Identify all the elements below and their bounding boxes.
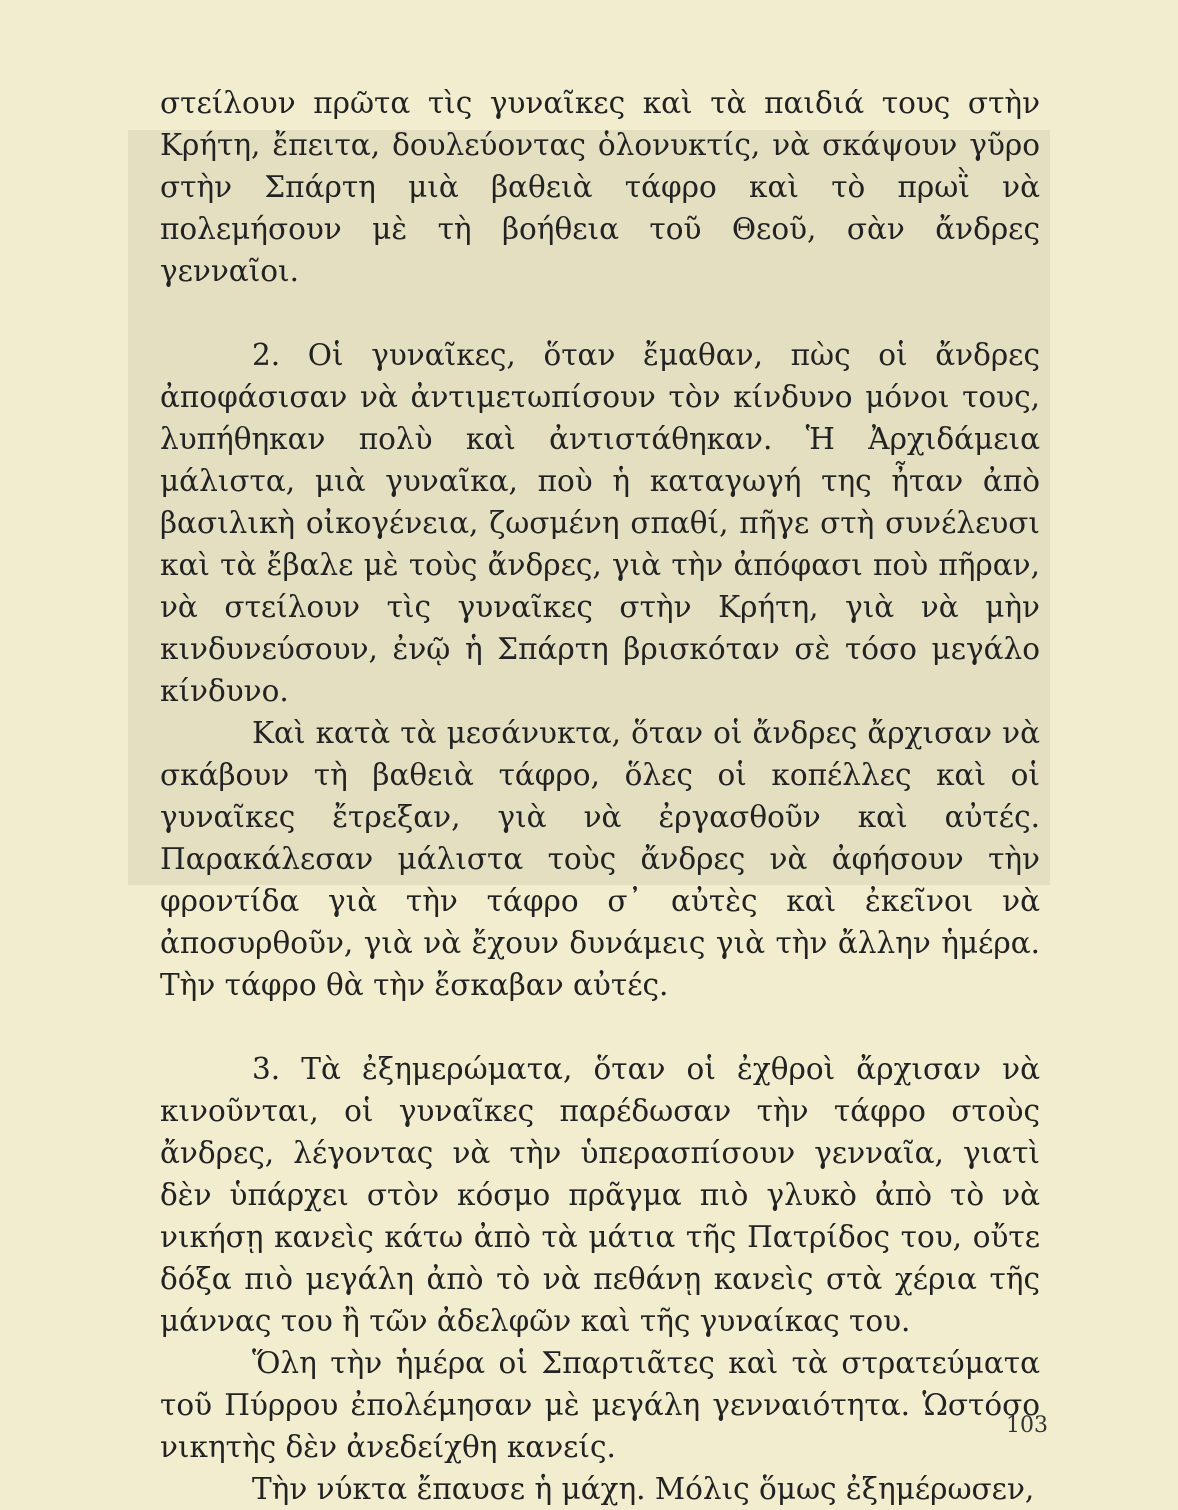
paragraph-continuation: στείλουν πρῶτα τὶς γυναῖκες καὶ τὰ παιδιά τους στὴν Κρήτη, ἔπειτα, δουλεύοντας ὁλονυκτίς, νὰ σκάψουν γῦρο στὴν Σπάρτη μιὰ βαθειὰ τάφρο καὶ τὸ πρωῒ νὰ πολεμήσουν μὲ τὴ βοήθεια τοῦ Θεοῦ, σὰν ἄνδρες γενναῖοι. bbox=[160, 86, 1040, 288]
paragraph-night: Τὴν νύκτα ἔπαυσε ἡ μάχη. Μόλις ὅμως ἐξημέρωσεν, bbox=[252, 1472, 1035, 1506]
paragraph-3: 3. Τὰ ἐξημερώματα, ὅταν οἱ ἐχθροὶ ἄρχισαν νὰ κινοῦνται, οἱ γυναῖκες παρέδωσαν τὴν τάφρο στοὺς ἄνδρες, λέγοντας νὰ τὴν ὑπερασπίσουν γενναῖα, γιατὶ δὲν ὑπάρχει στὸν κόσμο πρᾶγμα πιὸ γλυκὸ ἀπὸ τὸ νὰ νικήσῃ κανεὶς κάτω ἀπὸ τὰ μάτια τῆς Πατρίδος του, οὔτε δόξα πιὸ μεγάλη ἀπὸ τὸ νὰ πεθάνῃ κανεὶς στὰ χέρια τῆς μάννας του ἢ τῶν ἀδελφῶν καὶ τῆς γυναίκας του. bbox=[160, 1052, 1040, 1338]
page-number: 103 bbox=[1006, 1413, 1048, 1438]
body-text bbox=[160, 82, 1040, 1510]
paragraph-midnight: Καὶ κατὰ τὰ μεσάνυκτα, ὅταν οἱ ἄνδρες ἄρχισαν νὰ σκάβουν τὴ βαθειὰ τάφρο, ὅλες οἱ κοπέλλες καὶ οἱ γυναῖκες ἔτρεξαν, γιὰ νὰ ἐργασθοῦν καὶ αὐτές. Παρακάλεσαν μάλιστα τοὺς ἄνδρες νὰ ἀφήσουν τὴν φροντίδα γιὰ τὴν τάφρο σ᾽ αὐτὲς καὶ ἐκεῖνοι νὰ ἀποσυρθοῦν, γιὰ νὰ ἔχουν δυνάμεις γιὰ τὴν ἄλλην ἡμέρα. Τὴν τάφρο θὰ τὴν ἔσκαβαν αὐτές. bbox=[160, 716, 1040, 1002]
paragraph-battle-day: Ὅλη τὴν ἡμέρα οἱ Σπαρτιᾶτες καὶ τὰ στρατεύματα τοῦ Πύρρου ἐπολέμησαν μὲ μεγάλη γενναιότητα. Ὡστόσο νικητὴς δὲν ἀνεδείχθη κανείς. bbox=[160, 1346, 1040, 1464]
paragraph-2: 2. Οἱ γυναῖκες, ὅταν ἔμαθαν, πὼς οἱ ἄνδρες ἀποφάσισαν νὰ ἀντιμετωπίσουν τὸν κίνδυνο μόνοι τους, λυπήθηκαν πολὺ καὶ ἀντιστάθηκαν. Ἡ Ἀρχιδάμεια μάλιστα, μιὰ γυναῖκα, ποὺ ἡ καταγωγή της ἦταν ἀπὸ βασιλικὴ οἰκογένεια, ζωσμένη σπαθί, πῆγε στὴ συνέλευσι καὶ τὰ ἔβαλε μὲ τοὺς ἄνδρες, γιὰ τὴν ἀπόφασι ποὺ πῆραν, νὰ στείλουν τὶς γυναῖκες στὴν Κρήτη, γιὰ νὰ μὴν κινδυνεύσουν, ἐνῷ ἡ Σπάρτη βρισκόταν σὲ τόσο μεγάλο κίνδυνο. bbox=[160, 338, 1040, 708]
